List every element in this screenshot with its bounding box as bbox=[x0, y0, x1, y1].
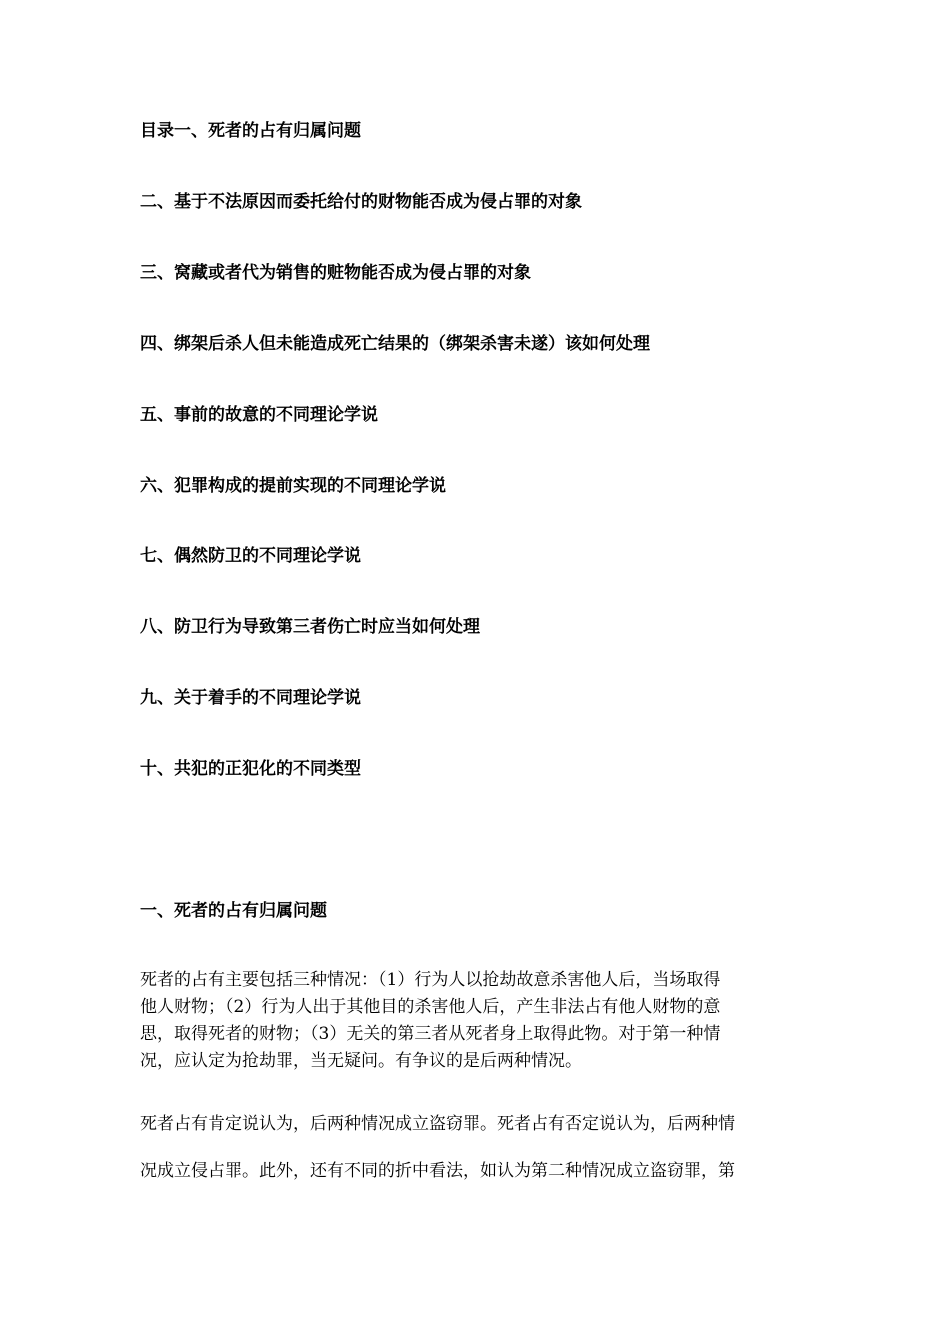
paragraph-1-line-2: 他人财物；（2）行为人出于其他目的杀害他人后，产生非法占有他人财物的意 bbox=[140, 997, 721, 1017]
paragraph-1-line-3: 思，取得死者的财物；（3）无关的第三者从死者身上取得此物。对于第一种情 bbox=[140, 1024, 721, 1044]
toc-item-4: 四、绑架后杀人但未能造成死亡结果的（绑架杀害未遂）该如何处理 bbox=[140, 334, 650, 354]
paragraph-1-line-4: 况，应认定为抢劫罪，当无疑问。有争议的是后两种情况。 bbox=[140, 1051, 582, 1071]
toc-item-9: 九、关于着手的不同理论学说 bbox=[140, 688, 361, 708]
section-heading: 一、死者的占有归属问题 bbox=[140, 901, 327, 921]
toc-item-8: 八、防卫行为导致第三者伤亡时应当如何处理 bbox=[140, 617, 480, 637]
toc-item-1: 目录一、死者的占有归属问题 bbox=[140, 121, 361, 141]
toc-item-5: 五、事前的故意的不同理论学说 bbox=[140, 405, 378, 425]
paragraph-1-line-1: 死者的占有主要包括三种情况：（1）行为人以抢劫故意杀害他人后，当场取得 bbox=[140, 970, 721, 990]
toc-item-3: 三、窝藏或者代为销售的赃物能否成为侵占罪的对象 bbox=[140, 263, 531, 283]
paragraph-2-line-2: 况成立侵占罪。此外，还有不同的折中看法，如认为第二种情况成立盗窃罪，第 bbox=[140, 1161, 735, 1181]
paragraph-2-line-1: 死者占有肯定说认为，后两种情况成立盗窃罪。死者占有否定说认为，后两种情 bbox=[140, 1114, 735, 1134]
toc-item-10: 十、共犯的正犯化的不同类型 bbox=[140, 759, 361, 779]
toc-item-2: 二、基于不法原因而委托给付的财物能否成为侵占罪的对象 bbox=[140, 192, 582, 212]
toc-item-6: 六、犯罪构成的提前实现的不同理论学说 bbox=[140, 476, 446, 496]
toc-item-7: 七、偶然防卫的不同理论学说 bbox=[140, 546, 361, 566]
